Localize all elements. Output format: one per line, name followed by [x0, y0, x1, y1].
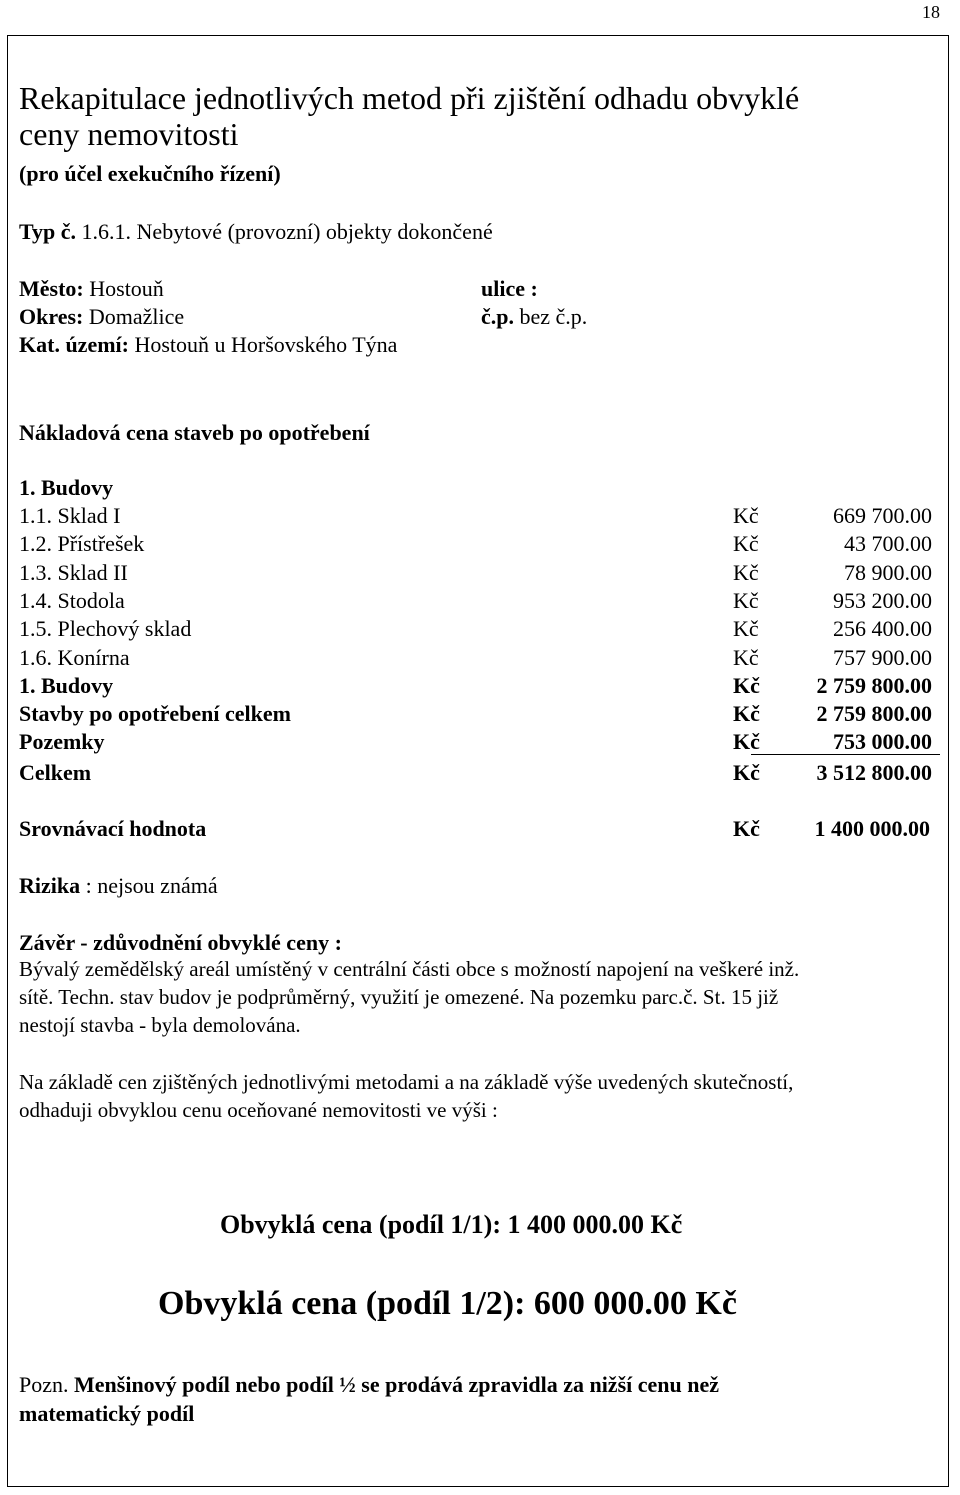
row-amount: 953 200.00 [833, 587, 932, 613]
district-label: Okres: [19, 304, 84, 329]
district-value: Domažlice [88, 304, 185, 329]
house-value: bez č.p. [519, 304, 588, 329]
row-label: Pozemky [19, 729, 105, 755]
type-line [19, 218, 493, 245]
row-amount: 78 900.00 [844, 559, 932, 585]
city-label: Město: [19, 276, 84, 301]
row-amount: 753 000.00 [833, 729, 932, 755]
conclusion-line-3: nestojí stavba - byla demolována. [19, 1013, 301, 1037]
currency-label: Kč [733, 587, 759, 613]
total-row [19, 672, 932, 699]
row-amount: 256 400.00 [833, 616, 932, 642]
currency-label: Kč [733, 503, 759, 528]
cadastre-value: Hostouň u Horšovského Týna [134, 332, 398, 357]
total-row [19, 728, 932, 755]
row-label: 1.4. Stodola [19, 587, 125, 613]
conclusion-line-2: sítě. Techn. stav budov je podprůměrný, využití je omezené. Na pozemku parc.č. St. 15 již [19, 985, 779, 1009]
conclusion-line-1: Bývalý zemědělský areál umístěný v centrální části obce s možností napojení na veškeré inž. [19, 957, 800, 981]
page-number: 18 [922, 2, 940, 22]
total-row [19, 759, 932, 786]
subtitle: (pro účel exekučního řízení) [19, 161, 281, 186]
row-amount: 43 700.00 [844, 531, 932, 557]
currency-label: Kč [733, 759, 760, 785]
currency-label: Kč [733, 729, 760, 755]
cost-row [19, 530, 932, 557]
comparison-row [19, 815, 930, 842]
basis-line-2: odhaduji obvyklou cenu oceňované nemovitosti ve výši : [19, 1098, 498, 1122]
row-amount: 669 700.00 [833, 503, 932, 528]
currency-label: Kč [733, 701, 760, 727]
row-label: 1.2. Přístřešek [19, 531, 145, 557]
title-line-2: ceny nemovitosti [19, 116, 239, 152]
price-full-share: Obvyklá cena (podíl 1/1): 1 400 000.00 Kč [220, 1210, 683, 1239]
currency-label: Kč [733, 816, 760, 841]
currency-label: Kč [733, 644, 759, 670]
total-row [19, 700, 932, 727]
title-line-1: Rekapitulace jednotlivých metod při zjištění odhadu obvyklé [19, 80, 800, 116]
street-line [481, 275, 538, 302]
row-amount: 757 900.00 [833, 644, 932, 670]
cost-row [19, 502, 932, 529]
note-line-2: matematický podíl [19, 1401, 195, 1426]
row-amount: 2 759 800.00 [816, 701, 932, 727]
comparison-amount: 1 400 000.00 [814, 816, 930, 841]
street-label: ulice : [481, 276, 538, 301]
cost-row [19, 587, 932, 614]
house-label: č.p. [481, 304, 514, 329]
row-label: 1.3. Sklad II [19, 559, 128, 585]
note-label: Pozn. [19, 1372, 69, 1397]
comparison-label: Srovnávací hodnota [19, 816, 207, 841]
row-label: 1.5. Plechový sklad [19, 616, 192, 642]
cadastre-label: Kat. území: [19, 332, 129, 357]
row-label: 1.1. Sklad I [19, 503, 121, 528]
cost-row [19, 615, 932, 642]
price-half-share: Obvyklá cena (podíl 1/2): 600 000.00 Kč [158, 1285, 737, 1322]
row-label: Celkem [19, 759, 92, 785]
note-text-1: Menšinový podíl nebo podíl ½ se prodává zpravidla za nižší cenu než [74, 1372, 720, 1397]
house-line [481, 303, 587, 330]
conclusion-title: Závěr - zdůvodnění obvyklé ceny : [19, 930, 342, 955]
risks-label: Rizika [19, 873, 81, 898]
row-label: 1.6. Konírna [19, 644, 130, 670]
currency-label: Kč [733, 672, 760, 698]
row-amount: 3 512 800.00 [816, 759, 932, 785]
sum-underline [751, 754, 940, 755]
type-label: Typ č. [19, 219, 77, 244]
cost-row [19, 559, 932, 586]
city-value: Hostouň [89, 276, 164, 301]
cost-row [19, 644, 932, 671]
type-value: 1.6.1. Nebytové (provozní) objekty dokončené [81, 219, 493, 244]
currency-label: Kč [733, 616, 759, 642]
city-line [19, 275, 164, 302]
cost-section-title: Nákladová cena staveb po opotřebení [19, 420, 370, 445]
row-label: 1. Budovy [19, 672, 114, 698]
currency-label: Kč [733, 559, 759, 585]
buildings-header: 1. Budovy [19, 475, 114, 500]
risks-value: : nejsou známá [85, 873, 218, 898]
currency-label: Kč [733, 531, 759, 557]
basis-line-1: Na základě cen zjištěných jednotlivými metodami a na základě výše uvedených skutečností, [19, 1070, 794, 1094]
row-label: Stavby po opotřebení celkem [19, 701, 291, 727]
row-amount: 2 759 800.00 [816, 672, 932, 698]
district-line [19, 303, 184, 330]
risks-line [19, 872, 218, 899]
note-line-1 [19, 1371, 719, 1398]
cadastre-line [19, 331, 397, 358]
